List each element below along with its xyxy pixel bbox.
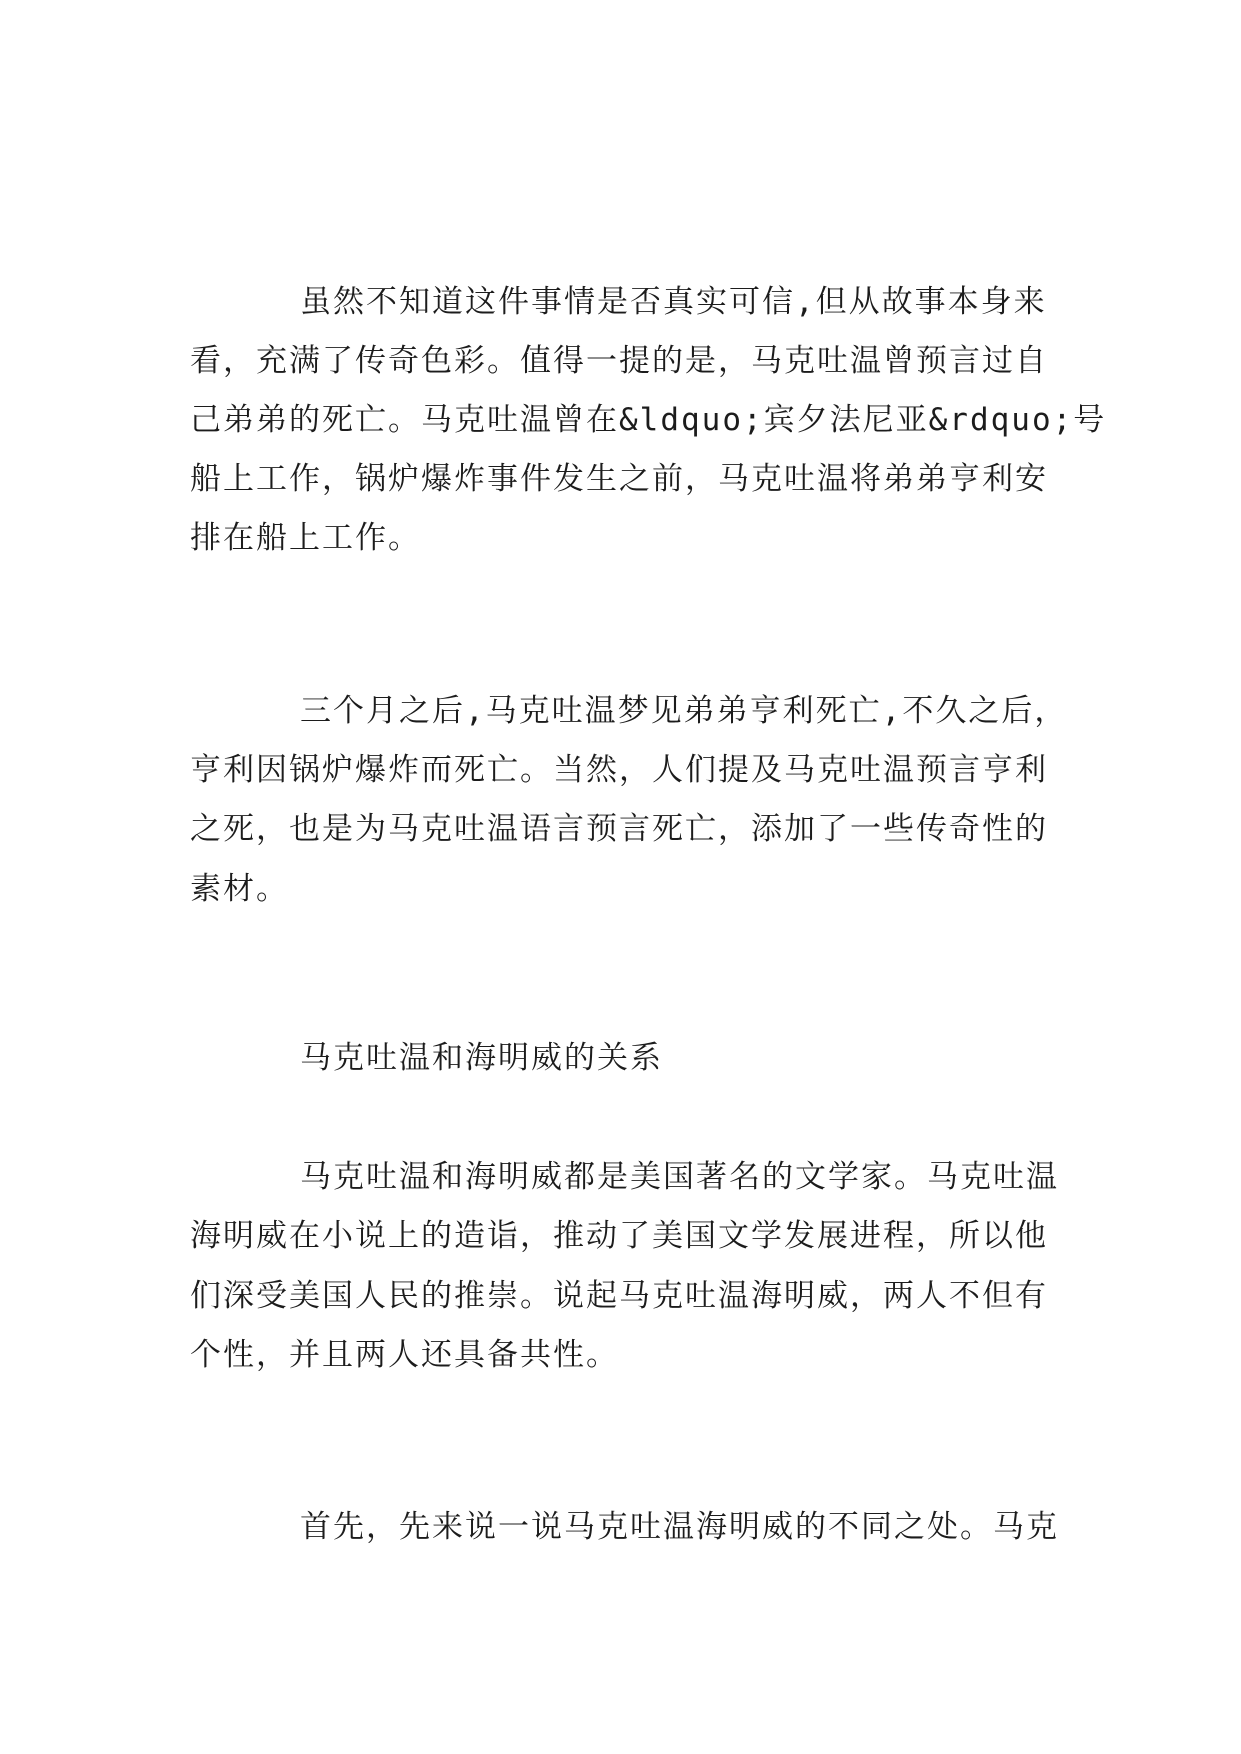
paragraph-line: 之死，也是为马克吐温语言预言死亡，添加了一些传奇性的: [190, 811, 1048, 847]
paragraph-line: 首先，先来说一说马克吐温海明威的不同之处。马克: [300, 1509, 1059, 1545]
paragraph-line: 亨利因锅炉爆炸而死亡。当然，人们提及马克吐温预言亨利: [190, 752, 1048, 788]
paragraph-line: 们深受美国人民的推崇。说起马克吐温海明威，两人不但有: [190, 1278, 1048, 1314]
paragraph-line: 个性，并且两人还具备共性。: [190, 1337, 619, 1373]
section-heading: 马克吐温和海明威的关系: [300, 1040, 663, 1076]
paragraph-line: 己弟弟的死亡。马克吐温曾在&ldquo;宾夕法尼亚&rdquo;号: [190, 402, 1107, 438]
paragraph-line: 排在船上工作。: [190, 520, 421, 556]
paragraph-line: 看，充满了传奇色彩。值得一提的是，马克吐温曾预言过自: [190, 343, 1048, 379]
paragraph-line: 三个月之后,马克吐温梦见弟弟亨利死亡,不久之后，: [300, 693, 1068, 729]
paragraph-line: 虽然不知道这件事情是否真实可信,但从故事本身来: [300, 284, 1047, 320]
paragraph-line: 马克吐温和海明威都是美国著名的文学家。马克吐温: [300, 1159, 1059, 1195]
paragraph-line: 船上工作，锅炉爆炸事件发生之前，马克吐温将弟弟亨利安: [190, 461, 1048, 497]
paragraph-line: 素材。: [190, 871, 289, 907]
paragraph-line: 海明威在小说上的造诣，推动了美国文学发展进程，所以他: [190, 1218, 1048, 1254]
